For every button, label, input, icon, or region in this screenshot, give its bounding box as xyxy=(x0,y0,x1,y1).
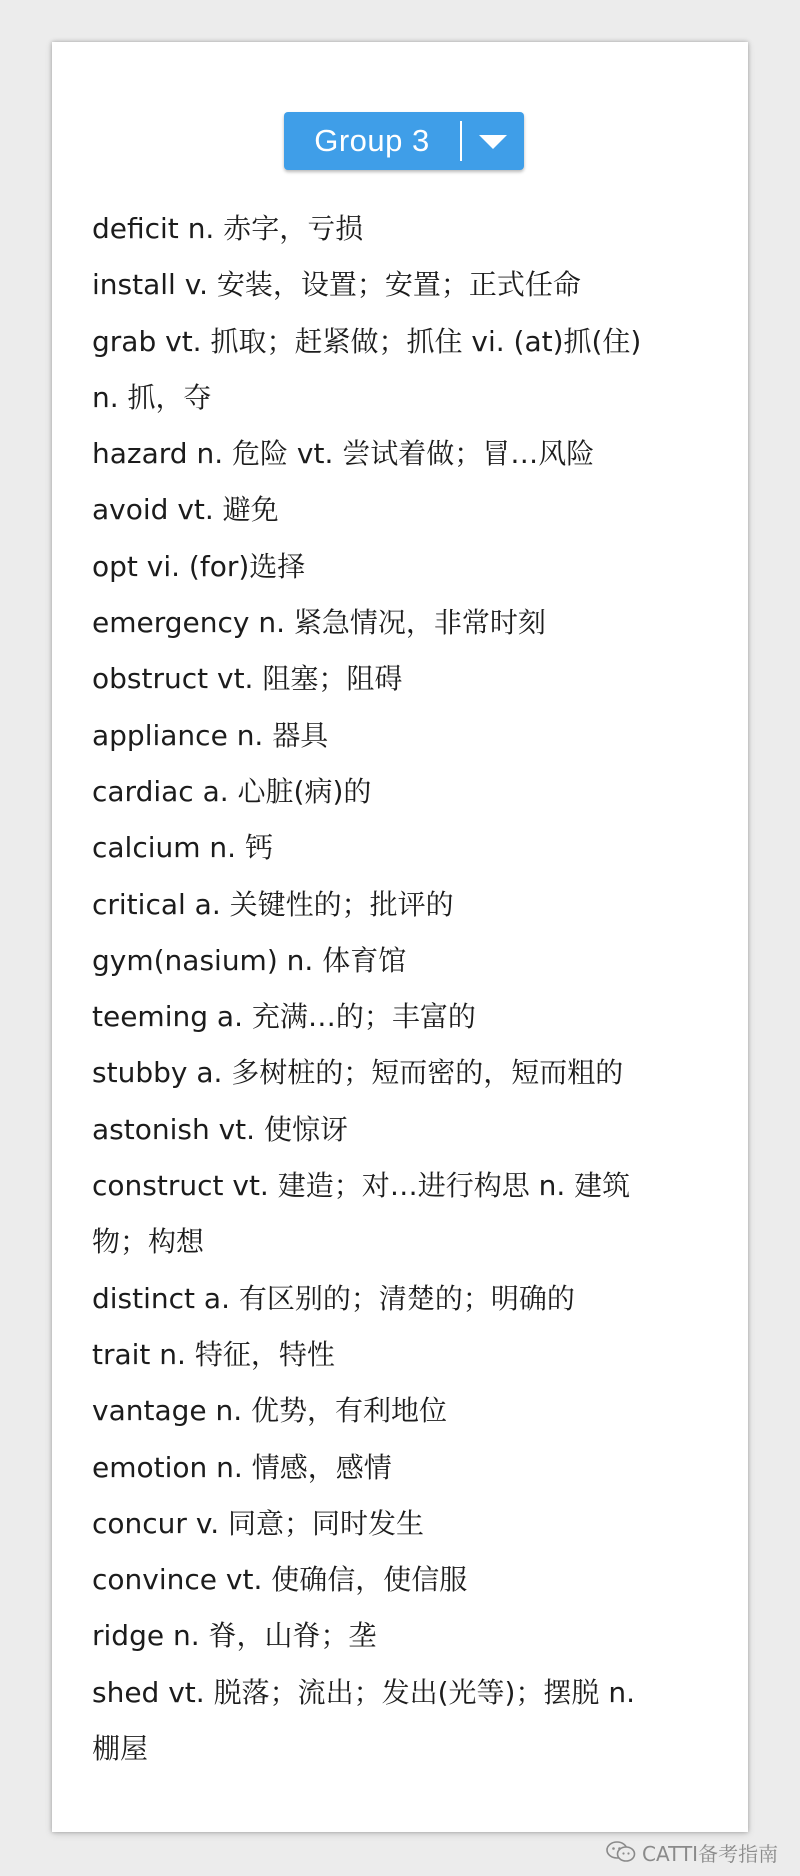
group-label: Group 3 xyxy=(314,123,430,158)
word-entry-line: opt vi. (for)选择 xyxy=(92,549,306,583)
word-entry-line: teeming a. 充满…的；丰富的 xyxy=(92,1000,476,1034)
word-entry-line: hazard n. 危险 vt. 尝试着做；冒…风险 xyxy=(92,437,595,471)
dropdown-toggle[interactable] xyxy=(462,133,524,149)
word-entry-line: trait n. 特征，特性 xyxy=(92,1337,335,1371)
word-entry-line: concur v. 同意；同时发生 xyxy=(92,1506,425,1540)
word-entry-line: 棚屋 xyxy=(92,1732,149,1766)
watermark xyxy=(606,1832,796,1872)
word-entry-line: vantage n. 优势，有利地位 xyxy=(92,1394,448,1428)
word-entry-line: 物；构想 xyxy=(92,1225,205,1259)
word-entry-line: stubby a. 多树桩的；短而密的，短而粗的 xyxy=(92,1056,624,1090)
word-entry-line: critical a. 关键性的；批评的 xyxy=(92,887,454,921)
watermark-text: CATTI备考指南 xyxy=(642,1841,779,1866)
word-entry-line: convince vt. 使确信，使信服 xyxy=(92,1563,468,1597)
group-selector[interactable] xyxy=(284,112,524,170)
word-entry-line: avoid vt. 避免 xyxy=(92,493,279,527)
word-entry-line: grab vt. 抓取；赶紧做；抓住 vi. (at)抓(住) xyxy=(92,324,642,358)
word-entry-line: cardiac a. 心脏(病)的 xyxy=(92,774,372,808)
caret-down-icon xyxy=(479,135,507,149)
vocabulary-card xyxy=(52,42,748,1832)
word-entry-line: deficit n. 赤字，亏损 xyxy=(92,212,364,245)
word-entry-line: gym(nasium) n. 体育馆 xyxy=(92,943,407,977)
word-entry-line: appliance n. 器具 xyxy=(92,718,329,752)
word-entry-line: construct vt. 建造；对…进行构思 n. 建筑 xyxy=(92,1169,631,1203)
word-entry-line: astonish vt. 使惊讶 xyxy=(92,1112,348,1146)
word-list xyxy=(92,201,732,1777)
wechat-icon xyxy=(606,1841,636,1863)
word-entry-line: emotion n. 情感，感情 xyxy=(92,1450,392,1484)
word-entry-line: ridge n. 脊，山脊；垄 xyxy=(92,1619,377,1653)
word-entry-line: emergency n. 紧急情况，非常时刻 xyxy=(92,606,546,640)
word-entry-line: install v. 安装，设置；安置；正式任命 xyxy=(92,268,581,302)
word-entry-line: calcium n. 钙 xyxy=(92,831,273,865)
word-entry-line: shed vt. 脱落；流出；发出(光等)；摆脱 n. xyxy=(92,1675,635,1709)
word-entry-line: n. 抓，夺 xyxy=(92,380,212,414)
word-entry-line: distinct a. 有区别的；清楚的；明确的 xyxy=(92,1281,575,1315)
word-entry-line: obstruct vt. 阻塞；阻碍 xyxy=(92,662,403,696)
